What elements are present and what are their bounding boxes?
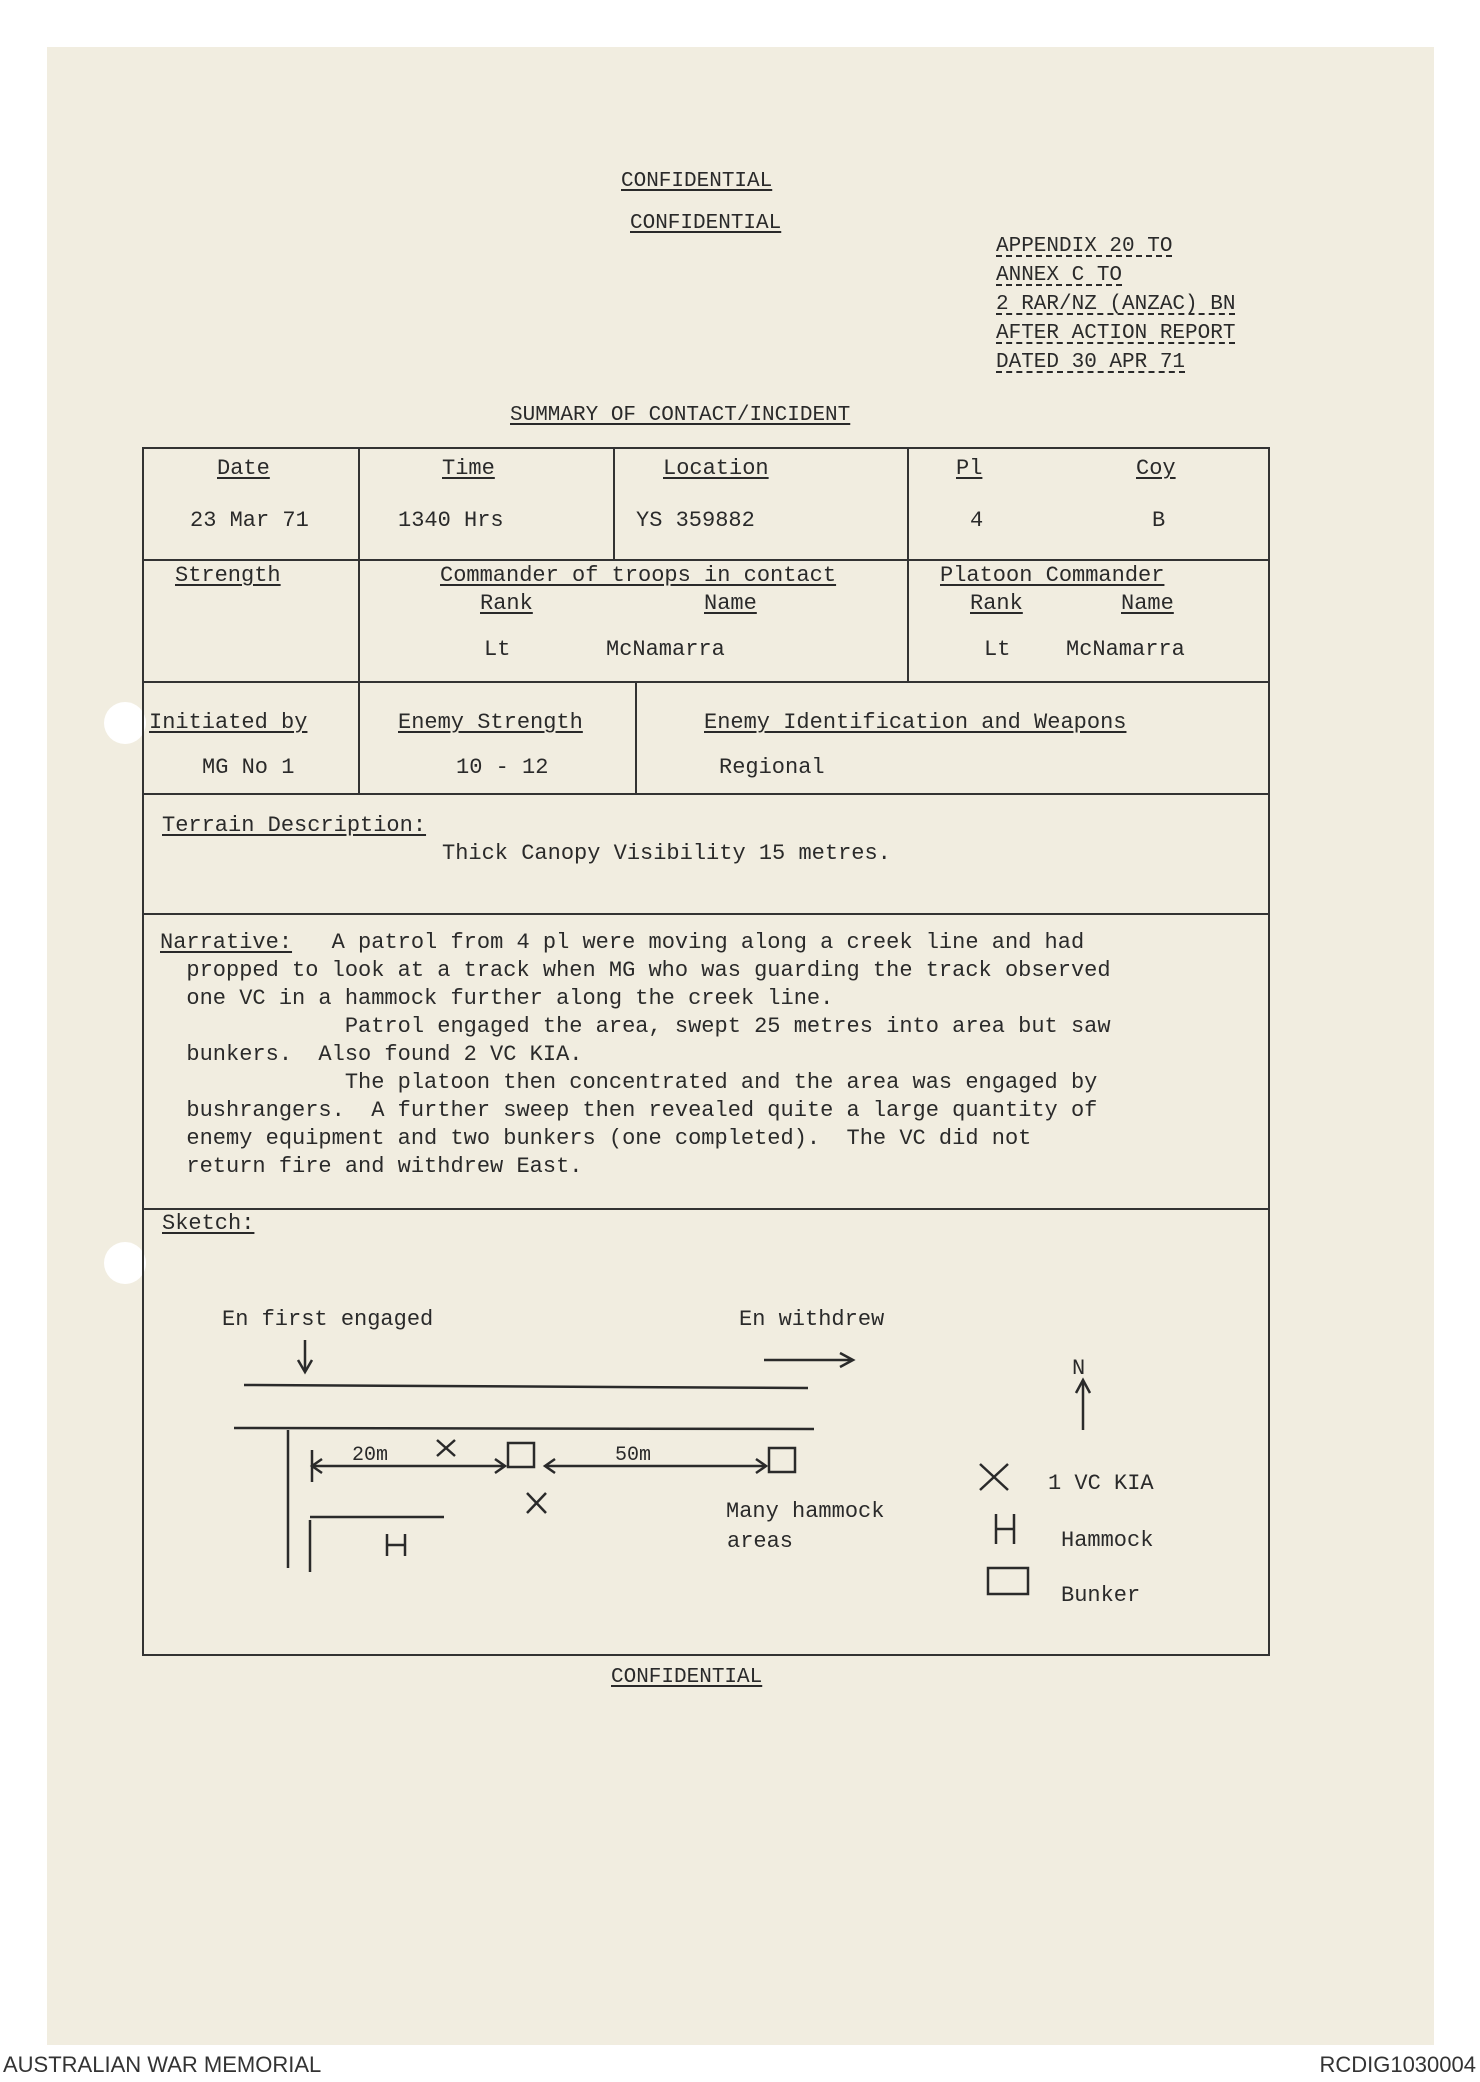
appendix-line: AFTER ACTION REPORT <box>996 322 1236 345</box>
commander-rank: Lt <box>484 637 511 662</box>
pl-label: Pl <box>956 456 983 481</box>
commander-name-label: Name <box>704 591 757 616</box>
commander-rank-label: Rank <box>480 591 533 616</box>
legend-bunker-label: Bunker <box>1061 1583 1141 1608</box>
archive-name: AUSTRALIAN WAR MEMORIAL <box>3 2052 322 2077</box>
time-label: Time <box>442 456 495 481</box>
appendix-line: APPENDIX 20 TO <box>996 235 1173 258</box>
coy-value: B <box>1152 508 1166 533</box>
location-label: Location <box>663 456 769 481</box>
legend-kia-label: 1 VC KIA <box>1048 1471 1154 1496</box>
classification-bottom: CONFIDENTIAL <box>611 1666 763 1689</box>
track-line <box>234 1428 814 1429</box>
bunker <box>769 1448 795 1472</box>
pc-rank: Lt <box>984 637 1011 662</box>
coy-label: Coy <box>1136 456 1176 481</box>
location-value: YS 359882 <box>636 508 755 533</box>
sketch-label: Sketch: <box>162 1211 255 1236</box>
pc-name: McNamarra <box>1066 637 1185 662</box>
en-first-engaged-label: En first engaged <box>222 1307 434 1332</box>
commander-name: McNamarra <box>606 637 725 662</box>
en-withdrew-label: En withdrew <box>739 1307 885 1332</box>
hammock-note-line1: Many hammock <box>726 1499 885 1524</box>
appendix-line: DATED 30 APR 71 <box>996 351 1186 374</box>
classification-top: CONFIDENTIAL <box>621 170 773 193</box>
terrain-label: Terrain Description: <box>162 813 427 838</box>
date-label: Date <box>217 456 270 481</box>
pc-name-label: Name <box>1121 591 1174 616</box>
narrative-label-text: Narrative: <box>160 930 293 955</box>
enemy-strength-label: Enemy Strength <box>398 710 583 735</box>
strength-label: Strength <box>175 563 281 588</box>
platoon-commander-label: Platoon Commander <box>940 563 1165 588</box>
date-value: 23 Mar 71 <box>190 508 309 533</box>
form-title: SUMMARY OF CONTACT/INCIDENT <box>510 404 851 427</box>
hammock-note-line2: areas <box>727 1529 794 1554</box>
distance-50m: 50m <box>615 1444 652 1467</box>
legend-bunker-icon <box>988 1568 1028 1594</box>
terrain-value: Thick Canopy Visibility 15 metres. <box>442 841 891 866</box>
enemy-id-label: Enemy Identification and Weapons <box>704 710 1127 735</box>
appendix-line: ANNEX C TO <box>996 264 1123 287</box>
creek-line <box>244 1385 808 1388</box>
pl-value: 4 <box>970 508 984 533</box>
distance-20m: 20m <box>352 1444 389 1467</box>
initiated-value: MG No 1 <box>202 755 295 780</box>
legend-hammock-label: Hammock <box>1061 1528 1154 1553</box>
appendix-line: 2 RAR/NZ (ANZAC) BN <box>996 293 1236 316</box>
time-value: 1340 Hrs <box>398 508 504 533</box>
pc-rank-label: Rank <box>970 591 1023 616</box>
north-label: N <box>1072 1356 1086 1381</box>
bunker <box>508 1443 534 1467</box>
enemy-id-value: Regional <box>719 755 825 780</box>
enemy-strength-value: 10 - 12 <box>456 755 549 780</box>
narrative-text: A patrol from 4 pl were moving along a creek line and had propped to look at a track when MG who was guarding the track observed one VC in a hammock further along the creek line. Patrol engaged the area, swept 25 metres into area but saw bunkers. Also found 2 VC KIA. The platoon then concentrated and the area was engaged by bushrangers. A further sweep then revealed quite a large quantity of enemy equipment and two bunkers (one completed). The VC did not return fire and withdrew East. <box>186 930 1111 1179</box>
archive-id: RCDIG1030004 <box>1319 2052 1476 2077</box>
commander-label: Commander of troops in contact <box>440 563 837 588</box>
initiated-label: Initiated by <box>149 710 308 735</box>
classification-second: CONFIDENTIAL <box>630 212 782 235</box>
